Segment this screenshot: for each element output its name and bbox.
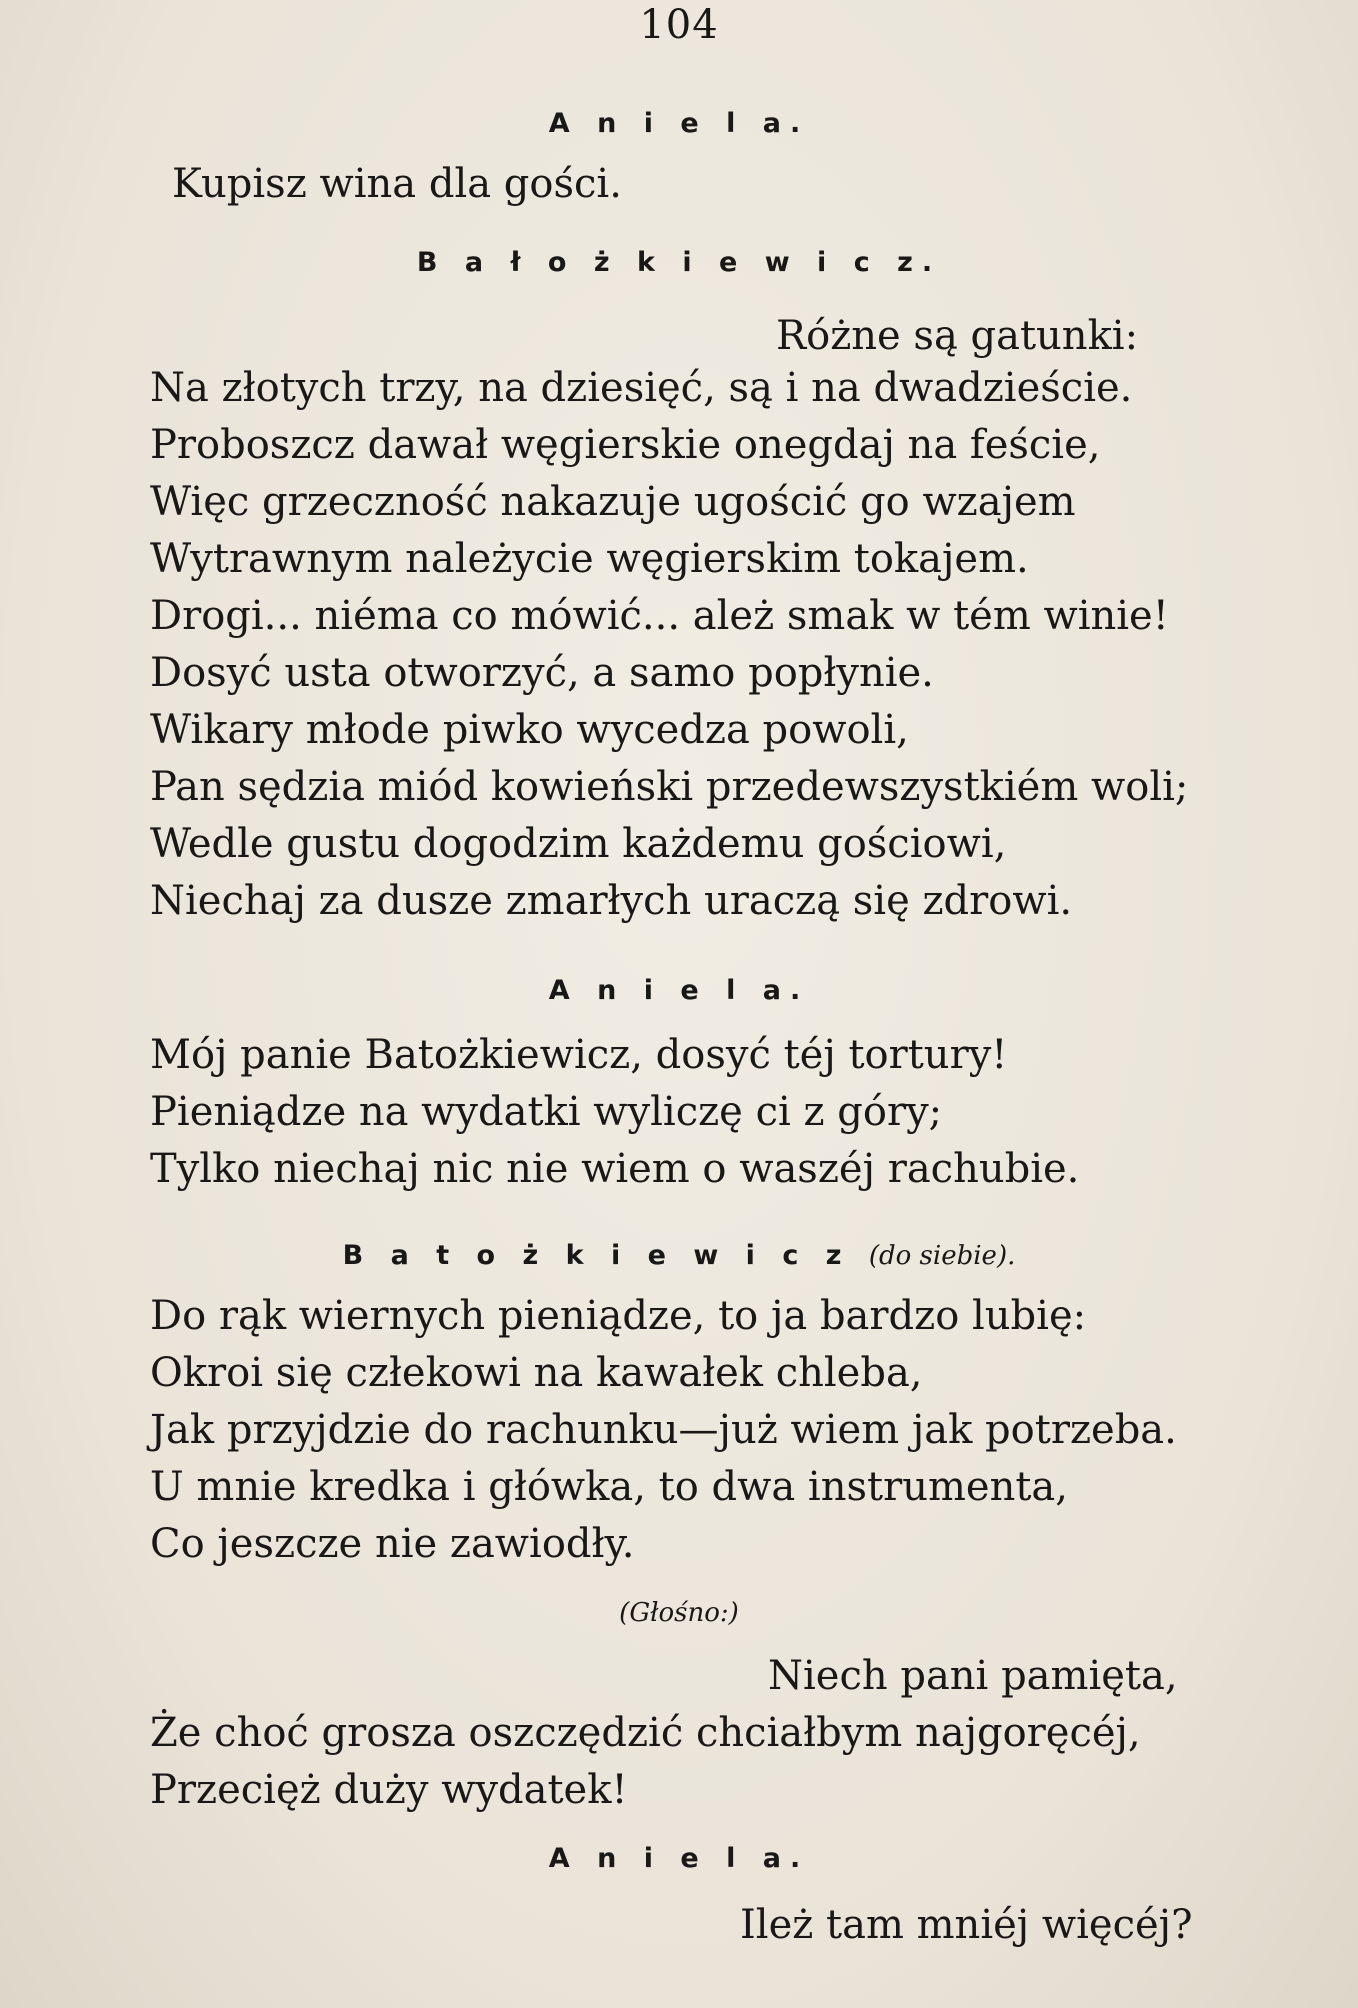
verse-line: Wedle gustu dogodzim każdemu gościowi, — [150, 821, 1007, 867]
verse-line: Drogi... niéma co mówić... ależ smak w tém winie! — [150, 593, 1169, 639]
verse-line: Na złotych trzy, na dziesięć, są i na dwadzieście. — [150, 365, 1133, 411]
verse-line: Ileż tam mniéj więcéj? — [740, 1902, 1193, 1948]
verse-line: Że choć grosza oszczędzić chciałbym najgoręcéj, — [150, 1710, 1141, 1756]
speaker-aniela: A n i e l a. — [548, 1843, 810, 1874]
verse-block — [150, 1710, 1141, 1827]
verse-line: Kupisz wina dla gości. — [172, 161, 622, 207]
speaker-balozkiewicz: B a ł o ż k i e w i c z. — [416, 247, 942, 278]
verse-line: Pan sędzia miód kowieński przedewszystkiém woli; — [150, 764, 1189, 810]
verse-line: Wikary młode piwko wycedza powoli, — [150, 707, 909, 753]
speaker-batozkiewicz — [0, 1240, 1358, 1271]
verse-line: Tylko niechaj nic nie wiem o waszéj rachubie. — [150, 1146, 1080, 1192]
verse-line: Wytrawnym należycie węgierskim tokajem. — [150, 536, 1029, 582]
stage-direction: (do siebie). — [868, 1241, 1016, 1271]
page-number: 104 — [639, 2, 719, 48]
verse-line: Jak przyjdzie do rachunku—już wiem jak potrzeba. — [150, 1407, 1177, 1453]
speaker-aniela: A n i e l a. — [548, 108, 810, 139]
verse-line: Pieniądze na wydatki wyliczę ci z góry; — [150, 1089, 943, 1135]
verse-line: U mnie kredka i główka, to dwa instrumenta, — [150, 1464, 1068, 1510]
verse-line: Różne są gatunki: — [776, 313, 1139, 359]
verse-line: Niechaj za dusze zmarłych uraczą się zdrowi. — [150, 878, 1073, 924]
verse-line: Przecięż duży wydatek! — [150, 1767, 628, 1813]
speaker-aniela: A n i e l a. — [548, 975, 810, 1006]
verse-block — [150, 1032, 1080, 1206]
stage-direction: (Głośno:) — [619, 1598, 739, 1628]
verse-line: Niech pani pamięta, — [768, 1653, 1178, 1699]
verse-block — [150, 1293, 1177, 1581]
verse-line: Co jeszcze nie zawiodły. — [150, 1521, 635, 1567]
verse-line: Okroi się człekowi na kawałek chleba, — [150, 1350, 923, 1396]
verse-line: Do rąk wiernych pieniądze, to ja bardzo lubię: — [150, 1293, 1087, 1339]
verse-block — [150, 365, 1189, 938]
verse-line: Dosyć usta otworzyć, a samo popłynie. — [150, 650, 934, 696]
speaker-name: B a t o ż k i e w i c z — [342, 1240, 851, 1271]
verse-line: Więc grzeczność nakazuje ugościć go wzajem — [150, 479, 1076, 525]
verse-line: Mój panie Batożkiewicz, dosyć téj tortury! — [150, 1032, 1008, 1078]
verse-line: Proboszcz dawał węgierskie onegdaj na feście, — [150, 422, 1101, 468]
